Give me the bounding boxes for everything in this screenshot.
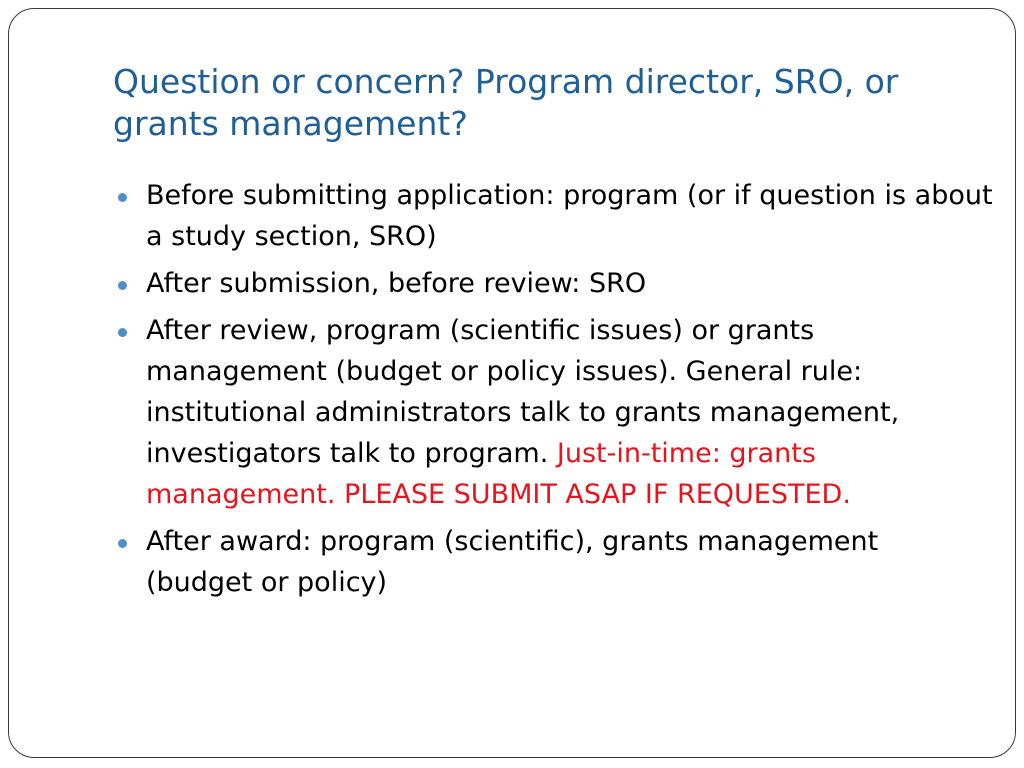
bullet-text: After review, program (scientific issues) or grants management (budget or policy issues). General rule: institutional administrators talk to grants management, investigators talk to program.	[146, 315, 900, 469]
bullet-text: After award: program (scientific), grants management (budget or policy)	[146, 526, 879, 598]
just-in-time-highlight: Just-in-time: grants management. PLEASE SUBMIT ASAP IF REQUESTED.	[146, 438, 851, 510]
slide-frame	[8, 8, 1016, 758]
bullet-text: After submission, before review: SRO	[146, 268, 647, 299]
slide-title: Question or concern? Program director, SRO, or grants management?	[113, 62, 899, 143]
bullet-text: Before submitting application: program (or if question is about a study section, SRO)	[146, 180, 993, 252]
bullet-dot-icon	[118, 539, 127, 548]
bullet-item-after-review	[113, 310, 993, 515]
bullet-dot-icon	[118, 281, 127, 290]
bullet-item-after-submission	[113, 263, 993, 304]
bullet-item-before-submitting	[113, 175, 993, 257]
bullet-item-after-award	[113, 521, 993, 603]
bullet-list	[113, 175, 993, 609]
bullet-dot-icon	[118, 328, 127, 337]
bullet-dot-icon	[118, 193, 127, 202]
